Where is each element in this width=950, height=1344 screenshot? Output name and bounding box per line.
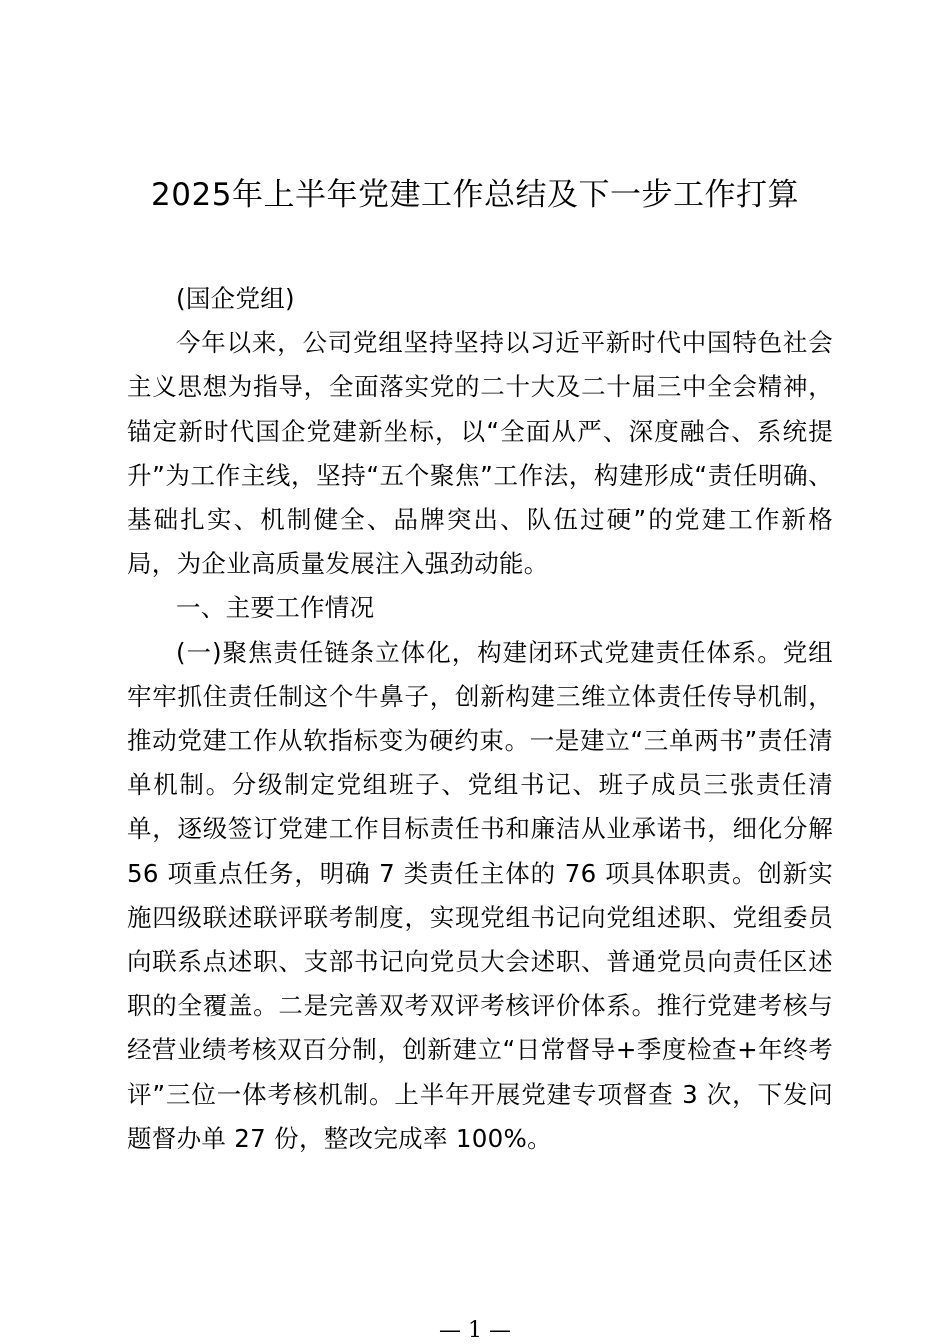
document-subtitle: (国企党组) xyxy=(176,284,295,313)
document-title: 2025年上半年党建工作总结及下一步工作打算 xyxy=(151,177,799,213)
intro-paragraph: 今年以来，公司党组坚持坚持以习近平新时代中国特色社会主义思想为指导，全面落实党的二十大及二十届三中全会精神，锚定新时代国企党建新坐标，以“全面从严、深度融合、系统提升”为工作主线，坚持“五个聚焦”工作法，构建形成“责任明确、基础扎实、机制健全、品牌突出、队伍过硬”的党建工作新格局，为企业高质量发展注入强劲动能。 xyxy=(127,328,833,579)
section-heading: 一、主要工作情况 xyxy=(176,593,375,623)
page-number: — 1 — xyxy=(439,1318,511,1343)
document-body xyxy=(127,277,833,1161)
section-paragraph: (一)聚焦责任链条立体化，构建闭环式党建责任体系。党组牢牢抓住责任制这个牛鼻子，创新构建三维立体责任传导机制，推动党建工作从软指标变为硬约束。一是建立“三单两书”责任清单机制。分级制定党组班子、党组书记、班子成员三张责任清单，逐级签订党建工作目标责任书和廉洁从业承诺书，细化分解 56 项重点任务，明确 7 类责任主体的 76 项具体职责。创新实施四级联述联评联考制度，实现党组书记向党组述职、党组委员向联系点述职、支部书记向党员大会述职、普通党员向责任区述职的全覆盖。二是完善双考双评考核评价体系。推行党建考核与经营业绩考核双百分制，创新建立“日常督导+季度检查+年终考评”三位一体考核机制。上半年开展党建专项督查 3 次，下发问题督办单 27 份，整改完成率 100%。 xyxy=(127,637,833,1153)
